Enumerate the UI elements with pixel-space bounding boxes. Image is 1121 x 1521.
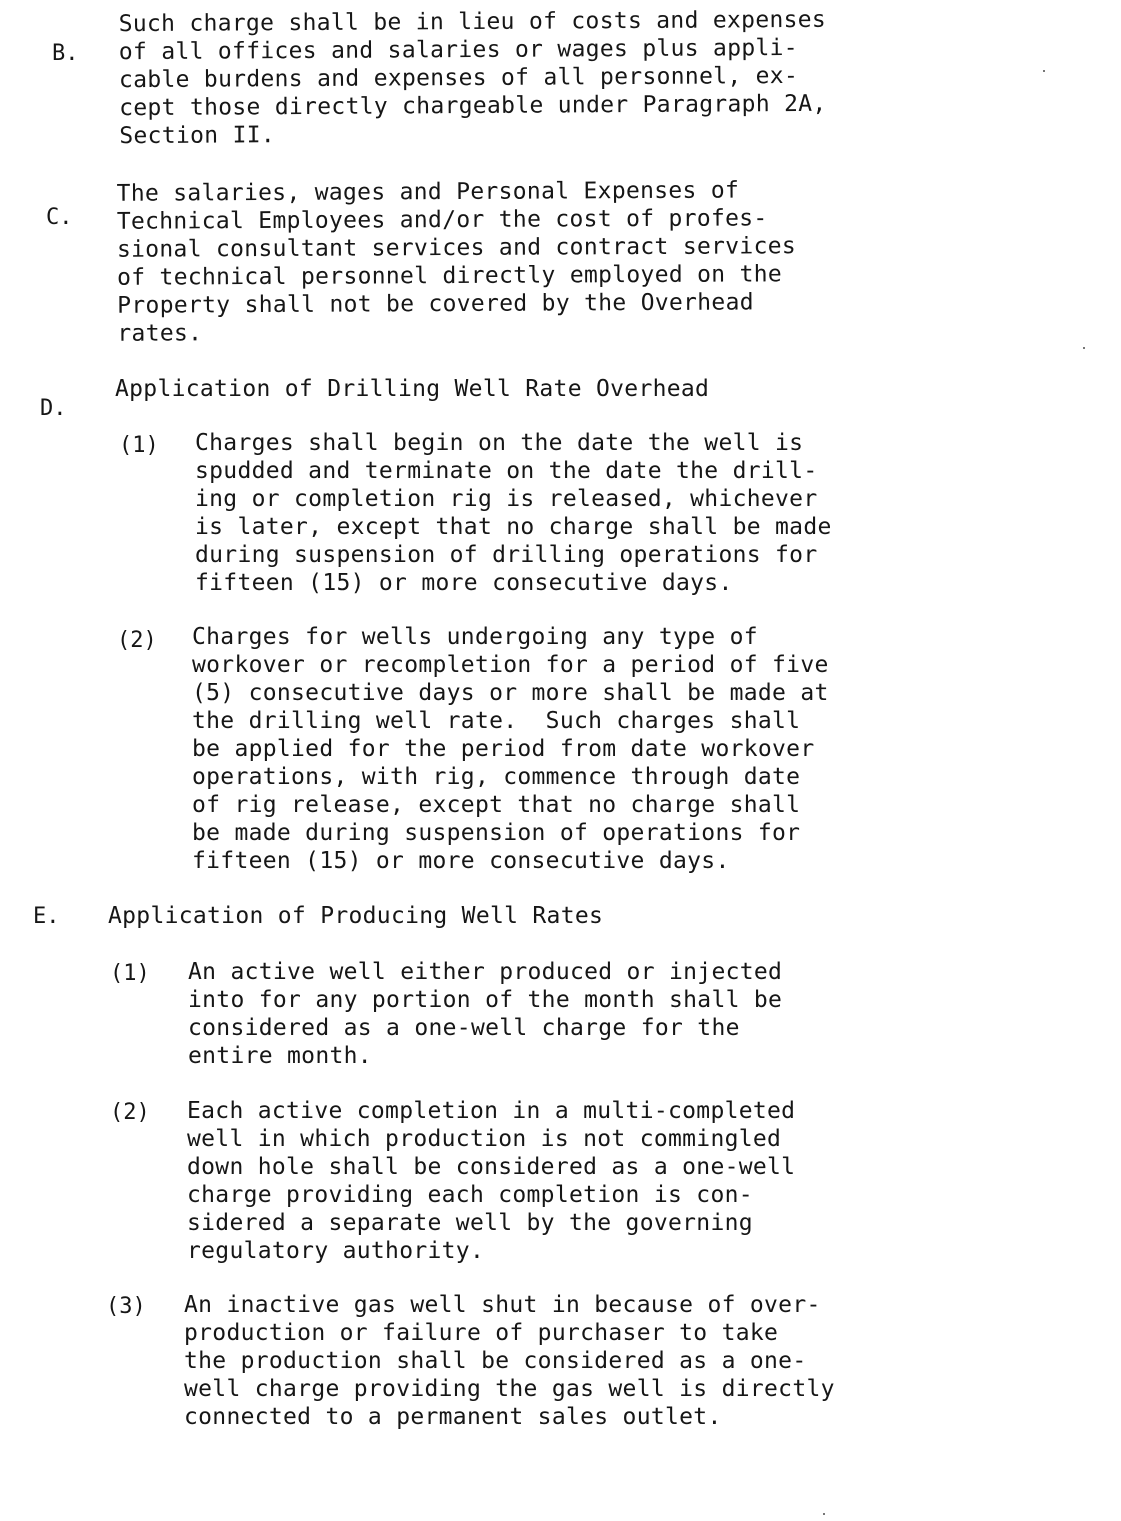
section-letter-d: D. bbox=[40, 396, 67, 421]
paragraph-line: into for any portion of the month shall be bbox=[188, 987, 783, 1013]
paragraph-line: operations, with rig, commence through date bbox=[192, 764, 801, 790]
section-letter-e: E. bbox=[33, 904, 60, 929]
section-letter-c: C. bbox=[46, 205, 73, 230]
paragraph-line: well in which production is not commingled bbox=[187, 1126, 782, 1152]
paragraph-line: well charge providing the gas well is directly bbox=[184, 1376, 835, 1402]
paragraph-line: fifteen (15) or more consecutive days. bbox=[195, 570, 733, 596]
paragraph-line: cept those directly chargeable under Paragraph 2A, bbox=[119, 90, 827, 122]
section-d-item-1 bbox=[195, 429, 832, 597]
paragraph-line: of technical personnel directly employed on the bbox=[117, 261, 783, 291]
scan-speck bbox=[823, 1513, 825, 1515]
paragraph-line: is later, except that no charge shall be made bbox=[195, 514, 832, 540]
paragraph-line: down hole shall be considered as a one-well bbox=[187, 1154, 796, 1180]
paragraph-line: Charges for wells undergoing any type of bbox=[192, 624, 758, 650]
paragraph-line: sional consultant services and contract services bbox=[116, 233, 797, 263]
paragraph-line: connected to a permanent sales outlet. bbox=[184, 1404, 722, 1430]
item-number: (1) bbox=[119, 433, 159, 458]
paragraph-line: sidered a separate well by the governing bbox=[187, 1210, 753, 1236]
section-e-item-3 bbox=[184, 1291, 835, 1431]
paragraph-line: Technical Employees and/or the cost of profes- bbox=[116, 205, 768, 235]
paragraph-line: (5) consecutive days or more shall be made at bbox=[192, 680, 829, 706]
section-b-paragraph bbox=[119, 6, 827, 150]
paragraph-line: during suspension of drilling operations for bbox=[195, 542, 818, 568]
paragraph-line: be applied for the period from date workover bbox=[192, 736, 815, 762]
paragraph-line: spudded and terminate on the date the drill- bbox=[195, 458, 818, 484]
section-e-item-1 bbox=[188, 958, 782, 1070]
paragraph-line: fifteen (15) or more consecutive days. bbox=[192, 848, 730, 874]
paragraph-line: charge providing each completion is con- bbox=[187, 1182, 753, 1208]
paragraph-line: the production shall be considered as a one- bbox=[184, 1348, 807, 1374]
paragraph-line: Section II. bbox=[119, 122, 276, 150]
paragraph-line: entire month. bbox=[188, 1043, 372, 1069]
paragraph-line: regulatory authority. bbox=[187, 1238, 485, 1264]
paragraph-line: workover or recompletion for a period of five bbox=[192, 652, 829, 678]
paragraph-line: An inactive gas well shut in because of over- bbox=[184, 1292, 821, 1318]
paragraph-line: The salaries, wages and Personal Expenses of bbox=[116, 177, 740, 207]
section-e-heading: Application of Producing Well Rates bbox=[108, 903, 604, 929]
paragraph-line: considered as a one-well charge for the bbox=[188, 1015, 740, 1041]
item-number: (1) bbox=[110, 961, 150, 986]
item-number: (3) bbox=[106, 1294, 146, 1319]
section-c-paragraph bbox=[117, 176, 797, 348]
paragraph-line: ing or completion rig is released, whichever bbox=[195, 486, 818, 512]
paragraph-line: the drilling well rate. Such charges shall bbox=[192, 708, 801, 734]
paragraph-line: be made during suspension of operations for bbox=[192, 820, 801, 846]
scan-speck bbox=[1083, 347, 1085, 349]
item-number: (2) bbox=[117, 628, 157, 653]
section-d-item-2 bbox=[192, 623, 829, 875]
paragraph-line: Such charge shall be in lieu of costs and expenses bbox=[118, 6, 827, 38]
section-letter-b: B. bbox=[52, 41, 79, 66]
section-e-item-2 bbox=[187, 1097, 795, 1265]
paragraph-line: Charges shall begin on the date the well is bbox=[195, 430, 804, 456]
paragraph-line: Each active completion in a multi-completed bbox=[187, 1098, 796, 1124]
section-d-heading: Application of Drilling Well Rate Overhead bbox=[115, 376, 710, 402]
paragraph-line: of all offices and salaries or wages plus appli- bbox=[118, 35, 798, 66]
scan-speck bbox=[1043, 70, 1045, 72]
paragraph-line: An active well either produced or injected bbox=[188, 959, 783, 985]
paragraph-line: production or failure of purchaser to take bbox=[184, 1320, 779, 1346]
item-number: (2) bbox=[110, 1100, 150, 1125]
paragraph-line: Property shall not be covered by the Overhead bbox=[117, 289, 754, 319]
paragraph-line: of rig release, except that no charge shall bbox=[192, 792, 801, 818]
paragraph-line: cable burdens and expenses of all personnel, ex- bbox=[118, 63, 799, 94]
paragraph-line: rates. bbox=[117, 320, 203, 347]
